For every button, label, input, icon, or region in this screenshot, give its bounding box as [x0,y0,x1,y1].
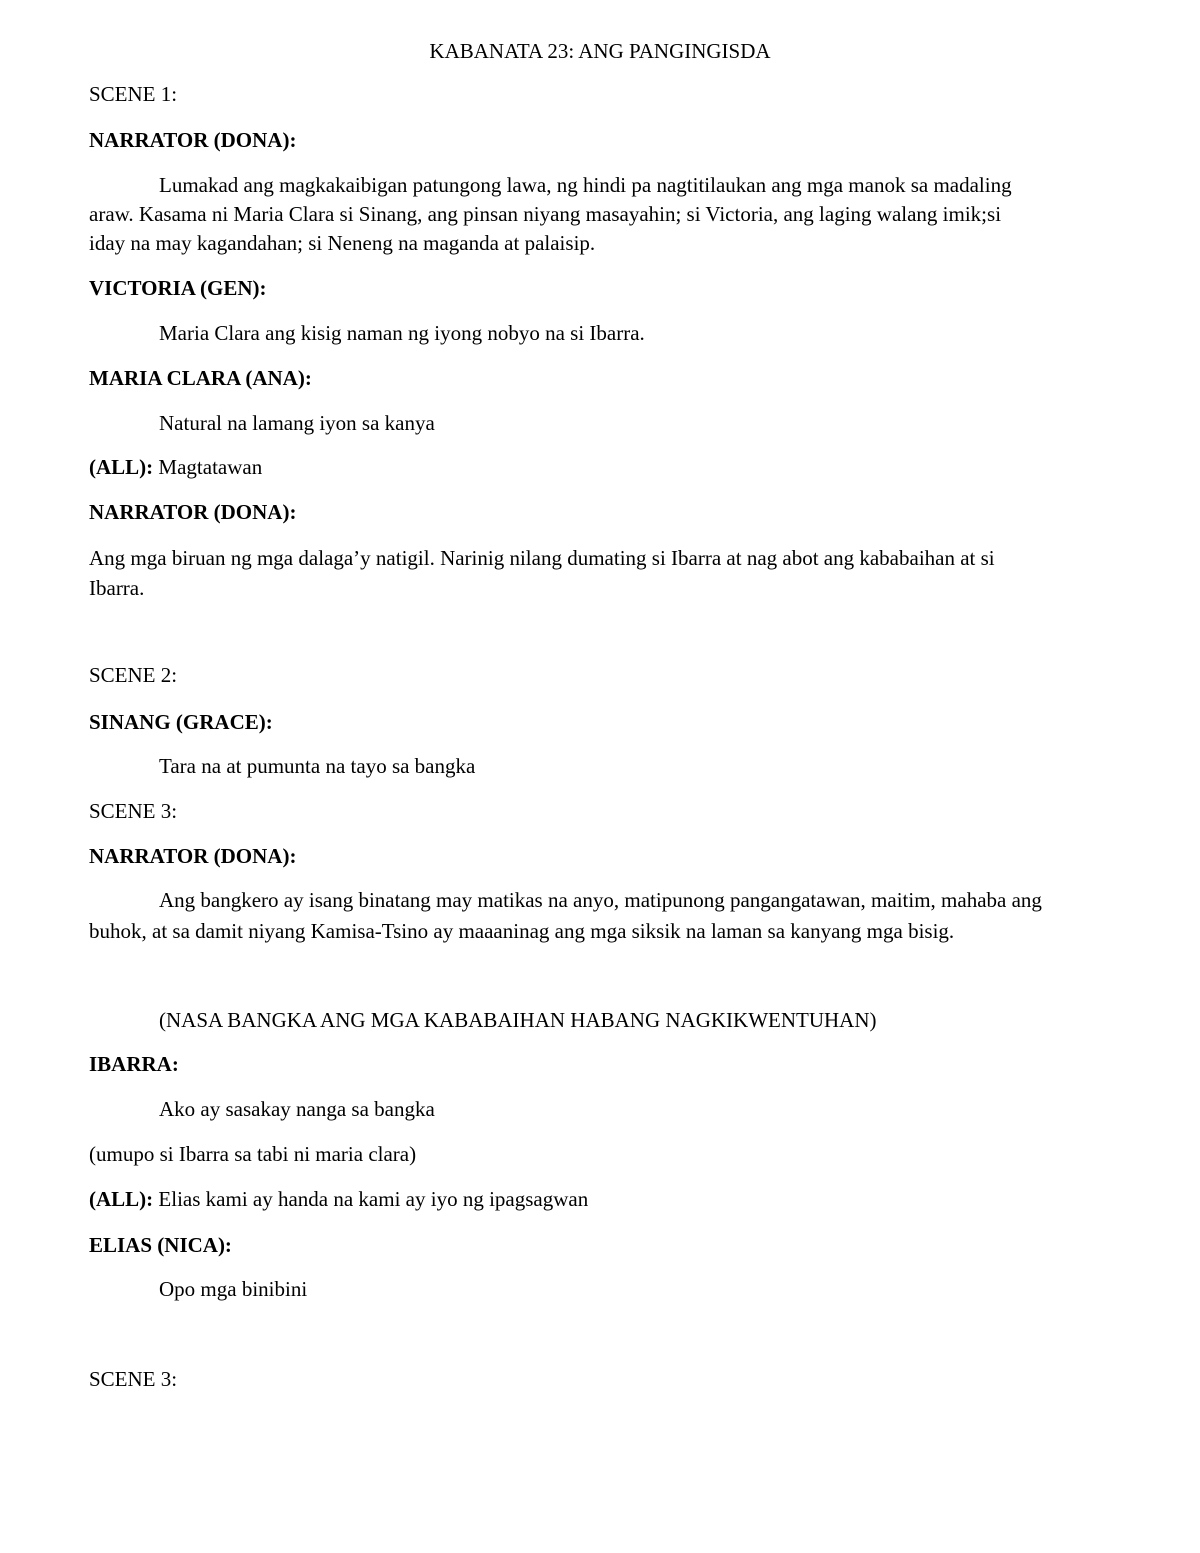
dialogue-line: Ibarra. [89,576,145,600]
dialogue-line: Tara na at pumunta na tayo sa bangka [159,754,476,778]
dialogue-line: Ang mga biruan ng mga dalaga’y natigil. Narinig nilang dumating si Ibarra at nag abot ang kababaihan at si [89,546,995,570]
dialogue-line: iday na may kagandahan; si Neneng na maganda at palaisip. [89,231,596,255]
dialogue-line: Natural na lamang iyon sa kanya [159,411,435,435]
dialogue-line [89,1185,588,1213]
speaker-label: (ALL): [89,1187,154,1211]
scene-heading: SCENE 1: [89,82,178,106]
speaker-label: NARRATOR (DONA): [89,500,297,524]
dialogue-text: Elias kami ay handa na kami ay iyo ng ipagsagwan [153,1187,589,1211]
dialogue-line: Ang bangkero ay isang binatang may matikas na anyo, matipunong pangangatawan, maitim, mahaba ang [159,888,1042,912]
dialogue-line: Ako ay sasakay nanga sa bangka [159,1097,435,1121]
speaker-label: (ALL): [89,455,154,479]
speaker-label: NARRATOR (DONA): [89,844,297,868]
speaker-label: ELIAS (NICA): [89,1233,232,1257]
stage-direction: Magtatawan [153,455,263,479]
dialogue-line: buhok, at sa damit niyang Kamisa-Tsino ay maaaninag ang mga siksik na laman sa kanyang mga bisig. [89,919,955,943]
stage-direction: (umupo si Ibarra sa tabi ni maria clara) [89,1142,417,1166]
speaker-label: MARIA CLARA (ANA): [89,366,312,390]
dialogue-line: Lumakad ang magkakaibigan patungong lawa, ng hindi pa nagtitilaukan ang mga manok sa madaling [159,173,1012,197]
document-title: KABANATA 23: ANG PANGINGISDA [429,39,771,63]
speaker-label: VICTORIA (GEN): [89,276,267,300]
scene-heading: SCENE 3: [89,1367,178,1391]
dialogue-line: Opo mga binibini [159,1277,308,1301]
speaker-label: NARRATOR (DONA): [89,128,297,152]
dialogue-line [89,453,262,481]
stage-direction: (NASA BANGKA ANG MGA KABABAIHAN HABANG NAGKIKWENTUHAN) [159,1008,877,1032]
speaker-label: IBARRA: [89,1052,179,1076]
dialogue-line: araw. Kasama ni Maria Clara si Sinang, ang pinsan niyang masayahin; si Victoria, ang laging walang imik;si [89,202,1002,226]
dialogue-line: Maria Clara ang kisig naman ng iyong nobyo na si Ibarra. [159,321,645,345]
speaker-label: SINANG (GRACE): [89,710,273,734]
scene-heading: SCENE 2: [89,663,178,687]
scene-heading: SCENE 3: [89,799,178,823]
